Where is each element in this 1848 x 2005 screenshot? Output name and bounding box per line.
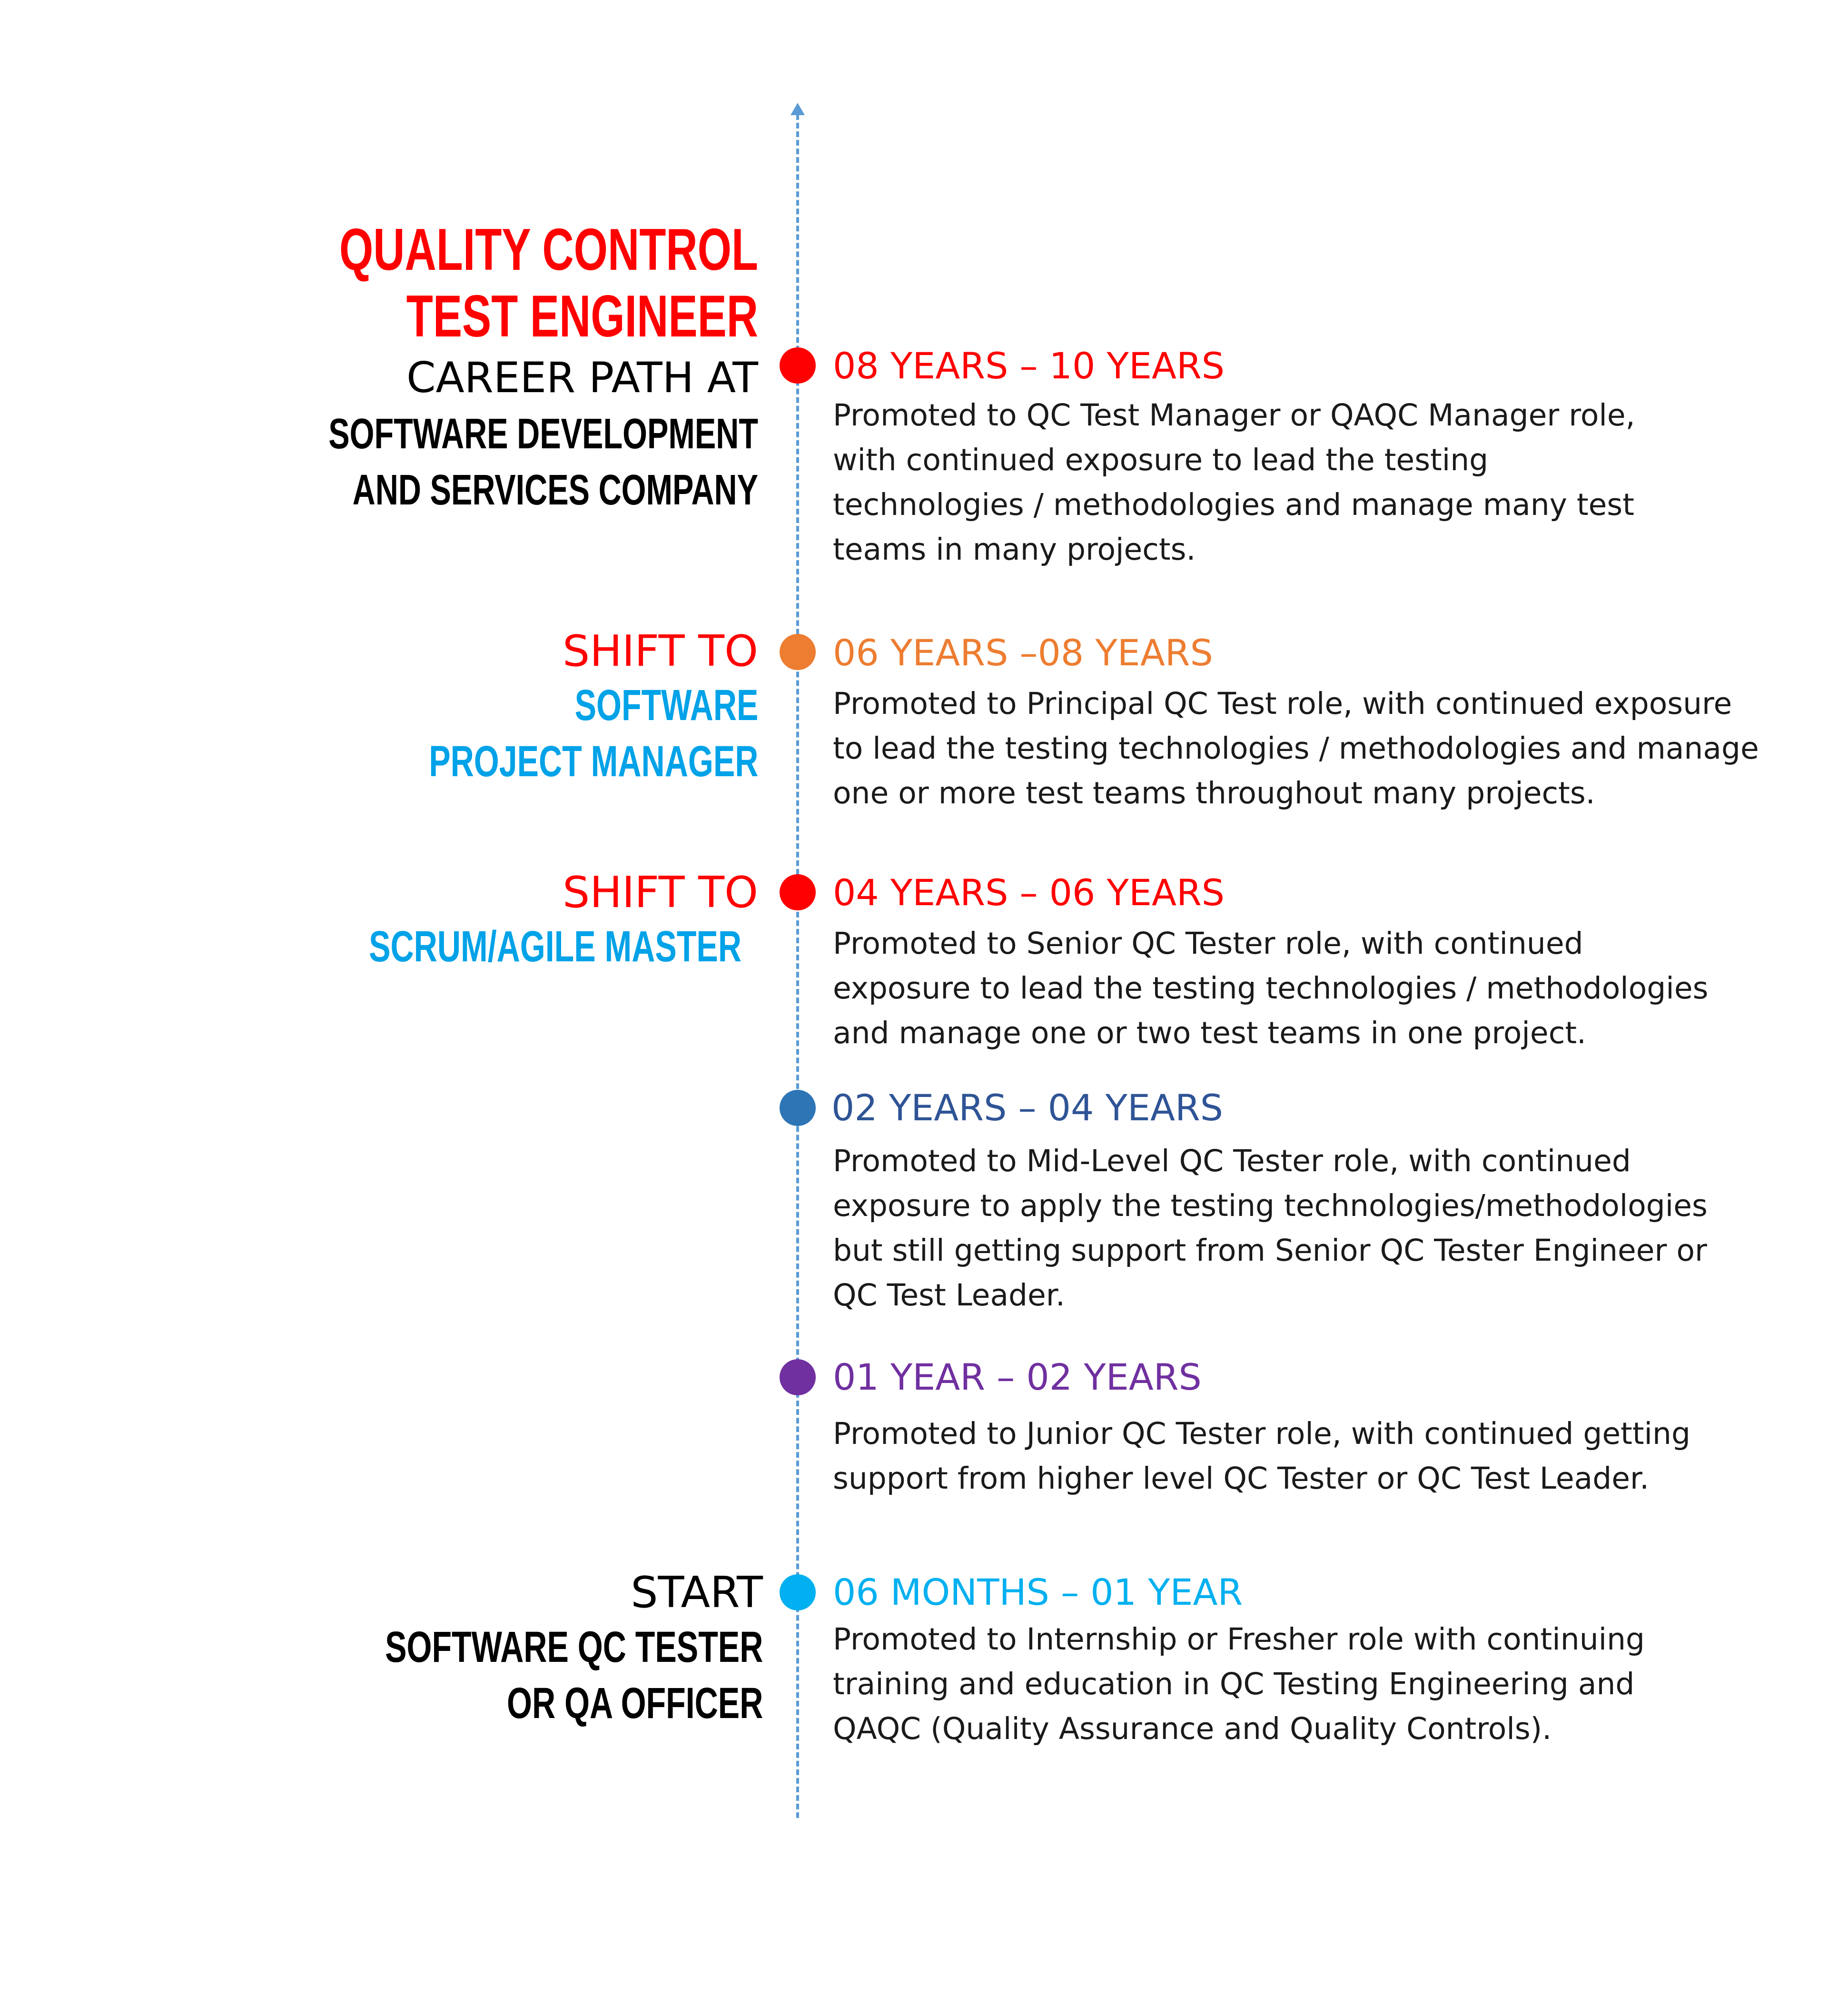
stage-description-line: and manage one or two test teams in one project. bbox=[833, 1016, 1587, 1050]
title-line-1: QUALITY CONTROL bbox=[339, 217, 758, 283]
stage-description-line: Promoted to Internship or Fresher role with continuing bbox=[833, 1622, 1645, 1657]
stage-description-line: to lead the testing technologies / methodologies and manage bbox=[833, 731, 1759, 766]
stage-period: 08 YEARS – 10 YEARS bbox=[833, 345, 1225, 387]
stage-description-line: support from higher level QC Tester or QC Test Leader. bbox=[833, 1461, 1650, 1496]
stage-description-line: Promoted to QC Test Manager or QAQC Manager role, bbox=[833, 398, 1635, 433]
start-role-line-2: OR QA OFFICER bbox=[506, 1679, 763, 1728]
shift-target-line-1: SOFTWARE bbox=[574, 681, 758, 730]
stage-description-line: Promoted to Mid-Level QC Tester role, with continued bbox=[833, 1144, 1631, 1178]
stage-period: 06 YEARS –08 YEARS bbox=[833, 632, 1213, 674]
title-line-2: TEST ENGINEER bbox=[406, 284, 758, 349]
start-block bbox=[252, 1567, 763, 1731]
stage-description-line: teams in many projects. bbox=[833, 532, 1196, 567]
start-role-line-1: SOFTWARE QC TESTER bbox=[385, 1623, 763, 1671]
start-label: START bbox=[631, 1568, 763, 1618]
timeline-node bbox=[780, 1359, 816, 1395]
shift-label: SHIFT TO bbox=[563, 626, 758, 676]
stage-description bbox=[833, 682, 1759, 816]
stage-description-line: training and education in QC Testing Engineering and bbox=[833, 1667, 1635, 1701]
header-block bbox=[178, 217, 758, 518]
stage-description-line: QC Test Leader. bbox=[833, 1278, 1065, 1313]
subtitle: CAREER PATH AT bbox=[406, 353, 758, 402]
stage-period: 02 YEARS – 04 YEARS bbox=[831, 1086, 1224, 1129]
stage-description-line: technologies / methodologies and manage many test bbox=[833, 487, 1634, 522]
stage-description bbox=[833, 393, 1635, 572]
stage-description-line: Promoted to Junior QC Tester role, with continued getting bbox=[833, 1416, 1690, 1451]
timeline-node bbox=[780, 1574, 816, 1610]
stage-description bbox=[833, 1139, 1708, 1318]
stage-period: 01 YEAR – 02 YEARS bbox=[833, 1356, 1202, 1398]
stage-description bbox=[833, 1617, 1645, 1751]
stage-description bbox=[833, 1412, 1690, 1501]
timeline-node bbox=[780, 347, 816, 384]
shift-target-line-2: PROJECT MANAGER bbox=[428, 737, 758, 786]
timeline-node bbox=[780, 874, 816, 910]
stage-period: 06 MONTHS – 01 YEAR bbox=[833, 1571, 1243, 1613]
shift-project-manager bbox=[313, 626, 758, 790]
shift-label: SHIFT TO bbox=[563, 868, 758, 918]
company-line-2: AND SERVICES COMPANY bbox=[352, 466, 758, 514]
stage-description-line: Promoted to Senior QC Tester role, with continued bbox=[833, 926, 1583, 961]
stage-description-line: QAQC (Quality Assurance and Quality Controls). bbox=[833, 1711, 1552, 1746]
timeline-arrowhead bbox=[791, 103, 805, 115]
stage-description-line: Promoted to Principal QC Test role, with continued exposure bbox=[833, 686, 1732, 721]
timeline-node bbox=[780, 1090, 816, 1126]
stage-description-line: with continued exposure to lead the testing bbox=[833, 443, 1489, 477]
stage-description-line: one or more test teams throughout many projects. bbox=[833, 776, 1595, 810]
stage-period: 04 YEARS – 06 YEARS bbox=[833, 871, 1225, 914]
shift-target-line-1: SCRUM/AGILE MASTER bbox=[369, 922, 741, 971]
shift-scrum-master bbox=[238, 867, 758, 975]
stage-description-line: exposure to lead the testing technologies / methodologies bbox=[833, 971, 1709, 1006]
stage-description-line: but still getting support from Senior QC Tester Engineer or bbox=[833, 1233, 1707, 1268]
stage-description-line: exposure to apply the testing technologies/methodologies bbox=[833, 1188, 1708, 1223]
timeline-node bbox=[780, 634, 816, 670]
stage-description bbox=[833, 921, 1708, 1056]
company-line-1: SOFTWARE DEVELOPMENT bbox=[328, 410, 758, 458]
